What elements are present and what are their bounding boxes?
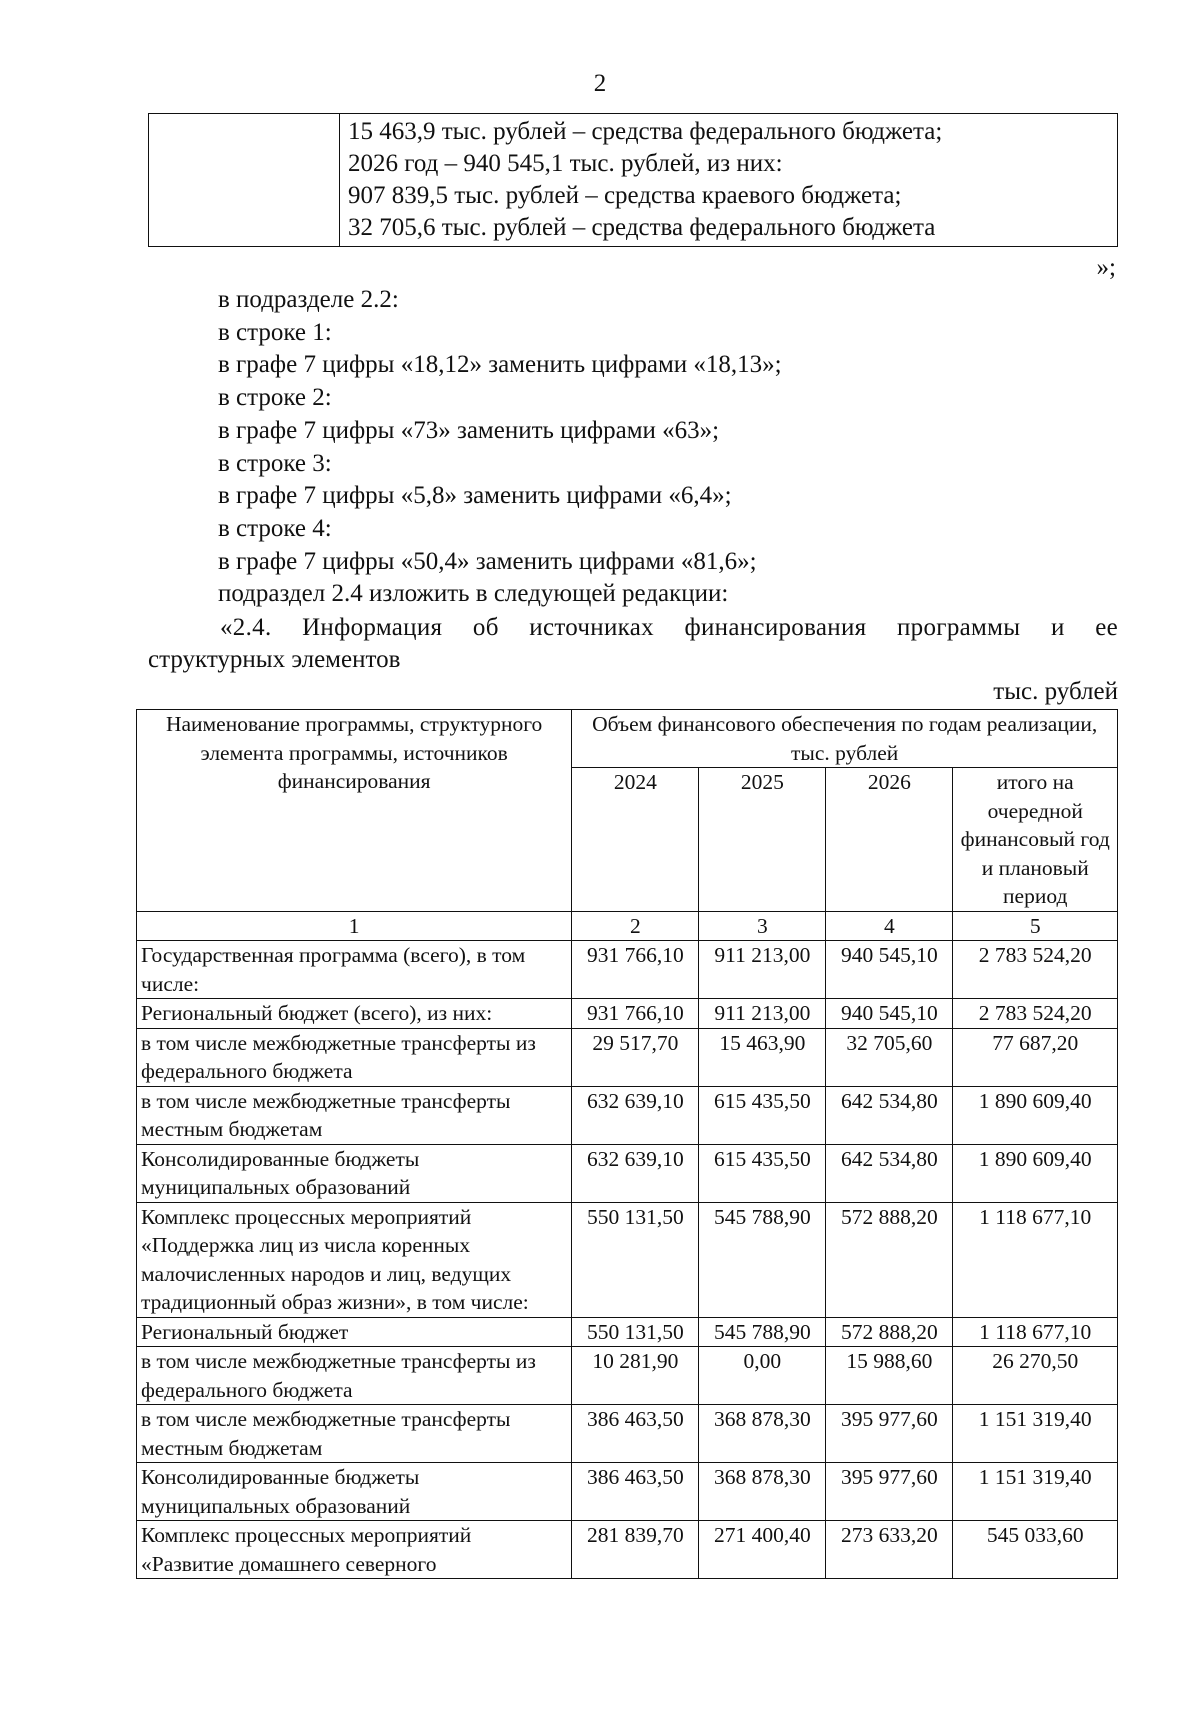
header-group: Объем финансового обеспечения по годам реализации, тыс. рублей	[572, 710, 1118, 768]
empty-cell	[149, 114, 340, 247]
column-index: 2	[572, 911, 699, 941]
table-row	[149, 114, 1118, 247]
value-2024: 550 131,50	[572, 1202, 699, 1317]
value-total: 545 033,60	[953, 1521, 1118, 1579]
table-row	[137, 1347, 1118, 1405]
column-index: 5	[953, 911, 1118, 941]
value-2026: 642 534,80	[826, 1086, 953, 1144]
header-total: итого на очередной финансовый год и плановый период	[953, 768, 1118, 912]
table-row	[137, 1202, 1118, 1317]
value-2026: 395 977,60	[826, 1463, 953, 1521]
value-2024: 632 639,10	[572, 1086, 699, 1144]
header-row	[137, 710, 1118, 768]
text-line: подраздел 2.4 изложить в следующей редакции:	[218, 580, 729, 608]
column-index: 4	[826, 911, 953, 941]
text-line: в графе 7 цифры «50,4» заменить цифрами «81,6»;	[218, 547, 757, 575]
value-2026: 940 545,10	[826, 941, 953, 999]
value-total: 2 783 524,20	[953, 941, 1118, 999]
row-name: в том числе межбюджетные трансферты местным бюджетам	[137, 1086, 572, 1144]
text-line: в графе 7 цифры «5,8» заменить цифрами «6,4»;	[218, 482, 732, 510]
unit-label: тыс. рублей	[993, 678, 1118, 705]
value-2025: 0,00	[699, 1347, 826, 1405]
table-row	[137, 941, 1118, 999]
column-index: 1	[137, 911, 572, 941]
top-continuation-table	[148, 113, 1118, 247]
value-total: 1 118 677,10	[953, 1202, 1118, 1317]
table-body	[137, 941, 1118, 1579]
column-index-row	[137, 911, 1118, 941]
header-name: Наименование программы, структурного элемента программы, источников финансирования	[137, 710, 572, 912]
value-2024: 931 766,10	[572, 999, 699, 1029]
text-line: в строке 4:	[218, 514, 332, 542]
value-2025: 615 435,50	[699, 1144, 826, 1202]
value-total: 1 890 609,40	[953, 1144, 1118, 1202]
heading-line-2: структурных элементов	[148, 646, 401, 673]
table-row	[137, 1144, 1118, 1202]
heading-line-1: «2.4. Информация об источниках финансирования программы и ее	[220, 614, 1118, 641]
value-2025: 911 213,00	[699, 999, 826, 1029]
value-2026: 642 534,80	[826, 1144, 953, 1202]
funding-details-cell	[340, 114, 1118, 247]
header-year-2025: 2025	[699, 768, 826, 912]
value-2026: 32 705,60	[826, 1028, 953, 1086]
value-total: 26 270,50	[953, 1347, 1118, 1405]
value-2025: 15 463,90	[699, 1028, 826, 1086]
value-2026: 395 977,60	[826, 1405, 953, 1463]
value-2024: 10 281,90	[572, 1347, 699, 1405]
table-row	[137, 1521, 1118, 1579]
row-name: Консолидированные бюджеты муниципальных образований	[137, 1144, 572, 1202]
row-name: Комплекс процессных мероприятий «Поддержка лиц из числа коренных малочисленных народов и лиц, ведущих традиционный образ жизни», в том числе:	[137, 1202, 572, 1317]
value-2025: 545 788,90	[699, 1202, 826, 1317]
header-year-2024: 2024	[572, 768, 699, 912]
funding-line: 32 705,6 тыс. рублей – средства федерального бюджета	[348, 214, 936, 241]
value-total: 1 151 319,40	[953, 1463, 1118, 1521]
table-row	[137, 999, 1118, 1029]
value-2025: 368 878,30	[699, 1405, 826, 1463]
row-name: в том числе межбюджетные трансферты местным бюджетам	[137, 1405, 572, 1463]
value-2025: 545 788,90	[699, 1317, 826, 1347]
value-2026: 572 888,20	[826, 1317, 953, 1347]
value-2024: 386 463,50	[572, 1405, 699, 1463]
row-name: в том числе межбюджетные трансферты из федерального бюджета	[137, 1347, 572, 1405]
amendment-text	[218, 284, 1118, 611]
text-line: в строке 3:	[218, 449, 332, 477]
value-total: 1 118 677,10	[953, 1317, 1118, 1347]
text-line: в графе 7 цифры «18,12» заменить цифрами «18,13»;	[218, 351, 782, 379]
row-name: Комплекс процессных мероприятий «Развитие домашнего северного	[137, 1521, 572, 1579]
funding-line: 907 839,5 тыс. рублей – средства краевого бюджета;	[348, 182, 902, 209]
closing-quote: »;	[1096, 254, 1116, 281]
value-2026: 15 988,60	[826, 1347, 953, 1405]
column-index: 3	[699, 911, 826, 941]
value-2024: 931 766,10	[572, 941, 699, 999]
row-name: Региональный бюджет (всего), из них:	[137, 999, 572, 1029]
text-line: в подразделе 2.2:	[218, 286, 399, 313]
value-2024: 386 463,50	[572, 1463, 699, 1521]
table-row	[137, 1463, 1118, 1521]
table-row	[137, 1317, 1118, 1347]
text-line: в строке 1:	[218, 318, 332, 346]
financing-table	[136, 709, 1118, 1579]
row-name: в том числе межбюджетные трансферты из федерального бюджета	[137, 1028, 572, 1086]
row-name: Консолидированные бюджеты муниципальных образований	[137, 1463, 572, 1521]
value-2024: 281 839,70	[572, 1521, 699, 1579]
value-total: 2 783 524,20	[953, 999, 1118, 1029]
value-total: 1 890 609,40	[953, 1086, 1118, 1144]
value-2025: 911 213,00	[699, 941, 826, 999]
value-2024: 550 131,50	[572, 1317, 699, 1347]
value-2024: 29 517,70	[572, 1028, 699, 1086]
funding-line: 2026 год – 940 545,1 тыс. рублей, из них:	[348, 150, 783, 177]
table-row	[137, 1028, 1118, 1086]
value-2026: 572 888,20	[826, 1202, 953, 1317]
text-line: в графе 7 цифры «73» заменить цифрами «63»;	[218, 416, 720, 444]
table-row	[137, 1405, 1118, 1463]
text-line: в строке 2:	[218, 384, 332, 412]
value-2026: 273 633,20	[826, 1521, 953, 1579]
row-name: Государственная программа (всего), в том числе:	[137, 941, 572, 999]
header-year-2026: 2026	[826, 768, 953, 912]
value-2025: 271 400,40	[699, 1521, 826, 1579]
value-2025: 368 878,30	[699, 1463, 826, 1521]
section-heading	[148, 612, 1118, 676]
value-total: 77 687,20	[953, 1028, 1118, 1086]
funding-line: 15 463,9 тыс. рублей – средства федерального бюджета;	[348, 118, 943, 145]
page-number: 2	[593, 70, 607, 97]
value-2025: 615 435,50	[699, 1086, 826, 1144]
row-name: Региональный бюджет	[137, 1317, 572, 1347]
table-row	[137, 1086, 1118, 1144]
value-total: 1 151 319,40	[953, 1405, 1118, 1463]
value-2024: 632 639,10	[572, 1144, 699, 1202]
value-2026: 940 545,10	[826, 999, 953, 1029]
